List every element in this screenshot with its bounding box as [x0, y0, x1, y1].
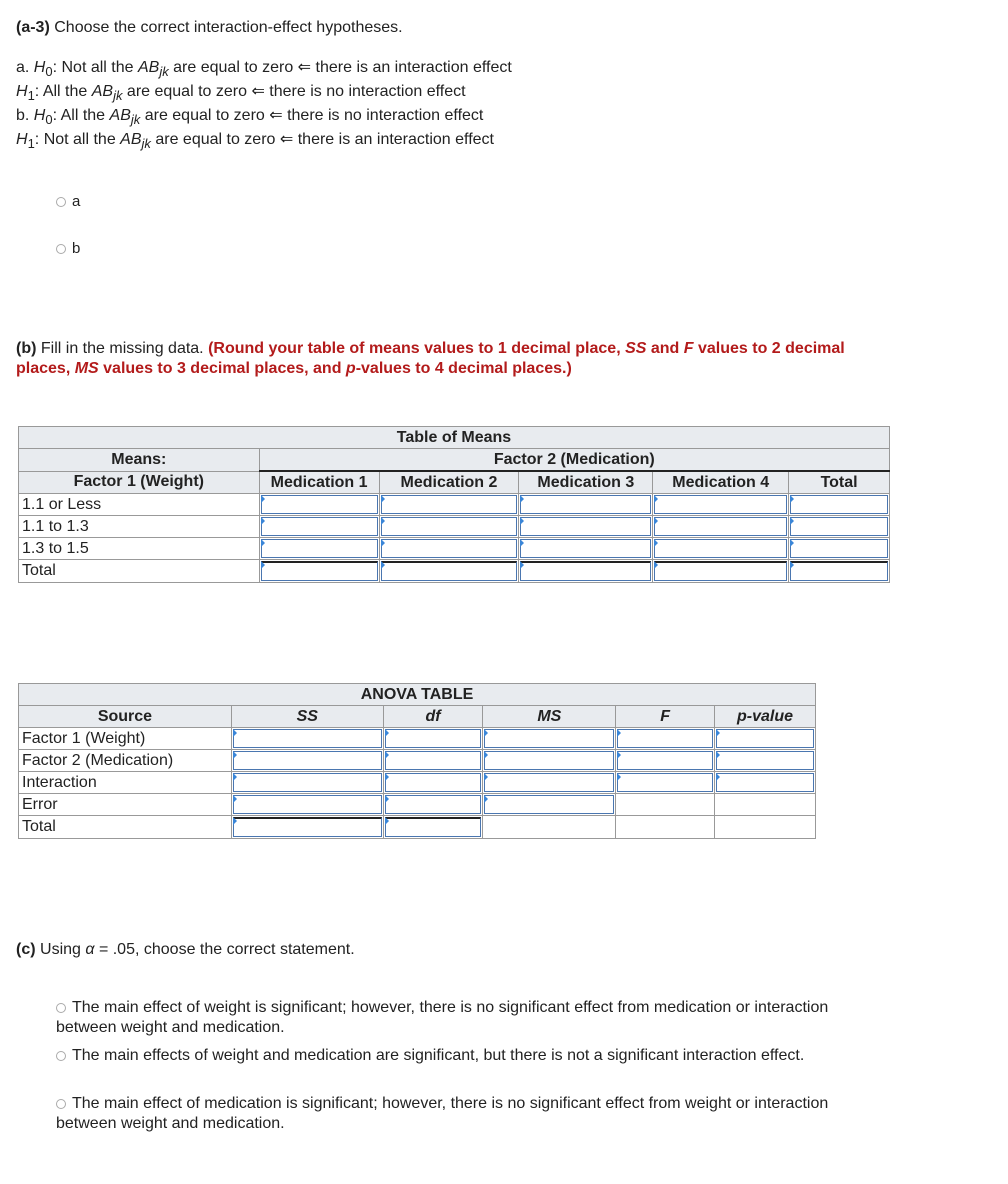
df-input[interactable]	[383, 816, 483, 839]
p-value-input[interactable]	[715, 750, 816, 772]
table-row	[19, 538, 890, 560]
b-instr-f: F	[683, 340, 694, 357]
colon: :	[34, 131, 44, 148]
col-header: Medication 1	[259, 471, 379, 494]
h1-symbol: H	[16, 83, 28, 100]
col-header: Medication 3	[519, 471, 653, 494]
b-instruction: values to 2 decimal	[693, 340, 845, 357]
hyp-a-h0	[16, 58, 512, 82]
row-label: Factor 2 (Medication)	[19, 750, 232, 772]
a3-heading	[16, 18, 403, 38]
table-row	[19, 494, 890, 516]
anova-table-title: ANOVA TABLE	[19, 684, 816, 706]
colon: :	[52, 107, 61, 124]
ab-symbol: AB	[120, 131, 142, 148]
h0-symbol: H	[33, 59, 46, 76]
row-label: Total	[19, 560, 260, 583]
text: All the	[60, 107, 110, 124]
text: are equal to zero ⇐ there is no interaction effect	[140, 107, 484, 124]
ss-input[interactable]	[231, 794, 383, 816]
factor2-label: Factor 2 (Medication)	[259, 449, 889, 472]
b-instruction: and	[646, 340, 684, 357]
b-instr-ss: SS	[625, 340, 647, 357]
jk-sub: jk	[130, 112, 141, 127]
alpha-symbol: α	[85, 941, 95, 958]
h0-symbol: H	[33, 107, 46, 124]
means-label: Means:	[19, 449, 260, 472]
c-prompt: Using	[40, 941, 86, 958]
col-header: p-value	[715, 706, 816, 728]
option-text: The main effect of medication is significant; however, there is no significant effect from weight or interaction	[72, 1095, 829, 1112]
ss-input[interactable]	[231, 772, 383, 794]
mean-input[interactable]	[789, 560, 890, 583]
mean-input[interactable]	[379, 516, 519, 538]
b-instr-ms: MS	[74, 360, 99, 377]
mean-input[interactable]	[789, 516, 890, 538]
f-input[interactable]	[616, 772, 715, 794]
c-option-2[interactable]	[56, 1046, 956, 1066]
b-heading	[16, 339, 976, 379]
hyp-a-h1	[16, 82, 466, 106]
option-text: The main effect of weight is significant; however, there is no significant effect from medication or interaction	[72, 999, 829, 1016]
col-header: Source	[19, 706, 232, 728]
hyp-b-h0	[16, 106, 483, 130]
mean-input[interactable]	[653, 516, 789, 538]
radio-circle[interactable]	[56, 197, 66, 207]
c-heading	[16, 940, 355, 960]
b-label: (b)	[16, 340, 37, 357]
c-option-1[interactable]	[56, 998, 956, 1038]
ss-input[interactable]	[231, 816, 383, 839]
radio-circle[interactable]	[56, 1003, 66, 1013]
df-input[interactable]	[383, 772, 483, 794]
row-label: Total	[19, 816, 232, 839]
b-instruction: (Round your table of means values to 1 decimal place,	[208, 340, 626, 357]
c-label: (c)	[16, 941, 36, 958]
option-text: The main effects of weight and medication are significant, but there is not a significant interaction effect.	[72, 1047, 805, 1064]
table-row	[19, 560, 890, 583]
mean-input[interactable]	[379, 560, 519, 583]
option-text: between weight and medication.	[56, 1019, 285, 1036]
ss-input[interactable]	[231, 728, 383, 750]
mean-input[interactable]	[653, 560, 789, 583]
row-label: Interaction	[19, 772, 232, 794]
ab-symbol: AB	[137, 59, 160, 76]
ms-input[interactable]	[483, 772, 616, 794]
ss-input[interactable]	[231, 750, 383, 772]
option-b-label: b	[72, 240, 81, 257]
table-row	[19, 772, 816, 794]
hyp-a-prefix: a.	[16, 59, 34, 76]
ab-symbol: AB	[109, 107, 131, 124]
radio-circle[interactable]	[56, 244, 66, 254]
c-option-3[interactable]	[56, 1094, 956, 1134]
ab-symbol: AB	[91, 83, 114, 100]
option-text: between weight and medication.	[56, 1115, 285, 1132]
jk-sub: jk	[159, 64, 169, 79]
col-header: Medication 4	[653, 471, 789, 494]
row-label: Factor 1 (Weight)	[19, 728, 232, 750]
col-header: Total	[789, 471, 890, 494]
df-input[interactable]	[383, 728, 483, 750]
option-a-radio[interactable]	[56, 193, 80, 210]
mean-input[interactable]	[259, 494, 379, 516]
mean-input[interactable]	[653, 494, 789, 516]
option-b-radio[interactable]	[56, 240, 80, 257]
factor1-label: Factor 1 (Weight)	[19, 471, 260, 494]
df-input[interactable]	[383, 750, 483, 772]
df-input[interactable]	[383, 794, 483, 816]
mean-input[interactable]	[259, 538, 379, 560]
option-a-label: a	[72, 193, 81, 210]
b-instruction: values to 3 decimal places, and	[98, 360, 346, 377]
h1-sub: 1	[27, 88, 35, 103]
mean-input[interactable]	[259, 516, 379, 538]
table-row	[19, 794, 816, 816]
mean-input[interactable]	[653, 538, 789, 560]
ms-input[interactable]	[483, 728, 616, 750]
text: Not all the	[43, 131, 121, 148]
text: Not all the	[61, 59, 138, 76]
table-row	[19, 816, 816, 839]
radio-circle[interactable]	[56, 1099, 66, 1109]
empty-cell	[715, 794, 816, 816]
mean-input[interactable]	[519, 560, 653, 583]
h1-symbol: H	[16, 131, 28, 148]
empty-cell	[715, 816, 816, 839]
row-label: 1.1 to 1.3	[19, 516, 260, 538]
means-table-title: Table of Means	[19, 427, 890, 449]
mean-input[interactable]	[259, 560, 379, 583]
h0-sub: 0	[45, 64, 53, 79]
c-prompt: = .05, choose the correct statement.	[94, 941, 355, 958]
text: are equal to zero ⇐ there is an interaction effect	[150, 131, 494, 148]
mean-input[interactable]	[519, 516, 653, 538]
a3-prompt: Choose the correct interaction-effect hypotheses.	[54, 19, 403, 36]
p-value-input[interactable]	[715, 772, 816, 794]
text: are equal to zero ⇐ there is no interaction effect	[122, 83, 466, 100]
mean-input[interactable]	[379, 538, 519, 560]
table-row	[19, 516, 890, 538]
b-instruction: places,	[16, 360, 75, 377]
f-input[interactable]	[616, 728, 715, 750]
col-header: Medication 2	[379, 471, 519, 494]
row-label: 1.1 or Less	[19, 494, 260, 516]
table-row	[19, 750, 816, 772]
col-header: MS	[483, 706, 616, 728]
hyp-b-prefix: b.	[16, 107, 34, 124]
mean-input[interactable]	[789, 494, 890, 516]
colon: :	[52, 59, 62, 76]
p-value-input[interactable]	[715, 728, 816, 750]
table-row	[19, 728, 816, 750]
text: are equal to zero ⇐ there is an interaction effect	[168, 59, 512, 76]
a3-label: (a-3)	[16, 19, 50, 36]
ms-input[interactable]	[483, 794, 616, 816]
ms-input[interactable]	[483, 750, 616, 772]
radio-circle[interactable]	[56, 1051, 66, 1061]
hyp-b-h1	[16, 130, 494, 154]
col-header: F	[616, 706, 715, 728]
text: All the	[42, 83, 92, 100]
h1-sub: 1	[27, 136, 35, 151]
mean-input[interactable]	[519, 494, 653, 516]
b-instruction: -values to 4 decimal places.)	[355, 360, 572, 377]
row-label: 1.3 to 1.5	[19, 538, 260, 560]
jk-sub: jk	[141, 136, 151, 151]
mean-input[interactable]	[789, 538, 890, 560]
b-prompt: Fill in the missing data.	[40, 340, 204, 357]
empty-cell	[616, 794, 715, 816]
col-header: df	[383, 706, 483, 728]
mean-input[interactable]	[519, 538, 653, 560]
h0-sub: 0	[45, 112, 53, 127]
mean-input[interactable]	[379, 494, 519, 516]
f-input[interactable]	[616, 750, 715, 772]
means-table	[18, 426, 890, 583]
empty-cell	[616, 816, 715, 839]
b-instr-p: p	[345, 360, 356, 377]
anova-table	[18, 683, 816, 839]
colon: :	[34, 83, 43, 100]
row-label: Error	[19, 794, 232, 816]
col-header: SS	[231, 706, 383, 728]
empty-cell	[483, 816, 616, 839]
jk-sub: jk	[113, 88, 123, 103]
